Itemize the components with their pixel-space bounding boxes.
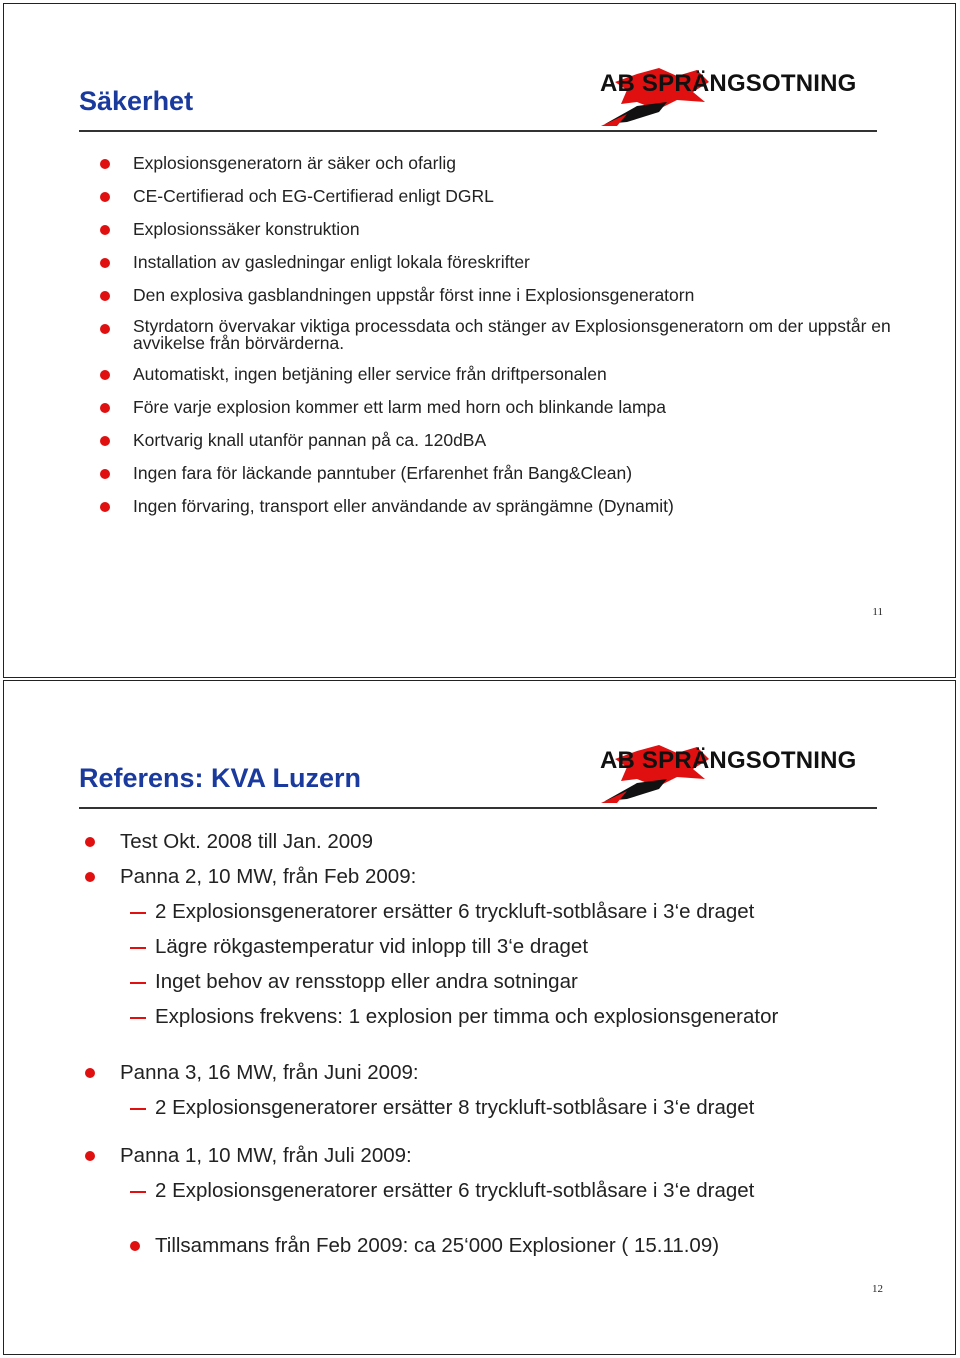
bullet-icon (100, 291, 110, 301)
bullet-icon (100, 159, 110, 169)
logo-text: AB SPRÄNGSOTNING (600, 747, 857, 774)
sub-list-item: Lägre rökgastemperatur vid inlopp till 3‘e draget (82, 935, 902, 959)
bullet-icon (100, 192, 110, 202)
dash-icon (130, 1108, 146, 1110)
bullet-icon (85, 837, 95, 847)
sub-list-item: 2 Explosionsgeneratorer ersätter 6 tryckluft-sotblåsare i 3‘e draget (82, 900, 902, 924)
bullet-list (82, 830, 902, 1258)
list-item: Panna 3, 16 MW, från Juni 2009: (82, 1061, 902, 1085)
list-item: Tillsammans från Feb 2009: ca 25‘000 Explosioner ( 15.11.09) (82, 1234, 902, 1258)
bullet-icon (100, 436, 110, 446)
bullet-icon (100, 258, 110, 268)
bullet-icon (100, 403, 110, 413)
list-item: Panna 1, 10 MW, från Juli 2009: (82, 1144, 902, 1168)
bullet-icon (100, 469, 110, 479)
list-item: Före varje explosion kommer ett larm med horn och blinkande lampa (104, 397, 904, 418)
list-item: Ingen fara för läckande panntuber (Erfarenhet från Bang&Clean) (104, 463, 904, 484)
sub-list-item: 2 Explosionsgeneratorer ersätter 8 tryckluft-sotblåsare i 3‘e draget (82, 1096, 902, 1120)
title-divider (79, 130, 877, 132)
bullet-icon (100, 324, 110, 334)
dash-icon (130, 947, 146, 949)
bullet-list (104, 153, 904, 517)
list-item: Kortvarig knall utanför pannan på ca. 120dBA (104, 430, 904, 451)
slide-12 (3, 680, 956, 1355)
list-item: Test Okt. 2008 till Jan. 2009 (82, 830, 902, 854)
slide-title: Säkerhet (79, 86, 194, 116)
list-item: Styrdatorn övervakar viktiga processdata och stänger av Explosionsgeneratorn om der uppstår en avvikelse från börvärderna. (104, 318, 904, 352)
list-item: Installation av gasledningar enligt lokala föreskrifter (104, 252, 904, 273)
slide-11 (3, 3, 956, 678)
bullet-icon (100, 502, 110, 512)
bullet-icon (85, 872, 95, 882)
list-item: Explosionsgeneratorn är säker och ofarlig (104, 153, 904, 174)
sub-list-item: Inget behov av rensstopp eller andra sotningar (82, 970, 902, 994)
dash-icon (130, 1017, 146, 1019)
bullet-icon (85, 1068, 95, 1078)
slide-title: Referens: KVA Luzern (79, 763, 362, 793)
list-item: Ingen förvaring, transport eller användande av sprängämne (Dynamit) (104, 496, 904, 517)
bullet-icon (85, 1151, 95, 1161)
sub-list-item: 2 Explosionsgeneratorer ersätter 6 tryckluft-sotblåsare i 3‘e draget (82, 1179, 902, 1203)
title-divider (79, 807, 877, 809)
dash-icon (130, 912, 146, 914)
page-number: 11 (872, 606, 883, 618)
list-item: CE-Certifierad och EG-Certifierad enligt DGRL (104, 186, 904, 207)
bullet-icon (100, 225, 110, 235)
list-item: Automatiskt, ingen betjäning eller service från driftpersonalen (104, 364, 904, 385)
list-item: Explosionssäker konstruktion (104, 219, 904, 240)
dash-icon (130, 1191, 146, 1193)
logo-text: AB SPRÄNGSOTNING (600, 70, 857, 97)
company-logo (597, 68, 897, 128)
list-item: Den explosiva gasblandningen uppstår först inne i Explosionsgeneratorn (104, 285, 904, 306)
dash-icon (130, 982, 146, 984)
list-item: Panna 2, 10 MW, från Feb 2009: (82, 865, 902, 889)
sub-list-item: Explosions frekvens: 1 explosion per timma och explosionsgenerator (82, 1005, 902, 1029)
bullet-icon (100, 370, 110, 380)
bullet-icon (130, 1241, 140, 1251)
company-logo (597, 745, 897, 805)
page-number: 12 (872, 1283, 883, 1295)
